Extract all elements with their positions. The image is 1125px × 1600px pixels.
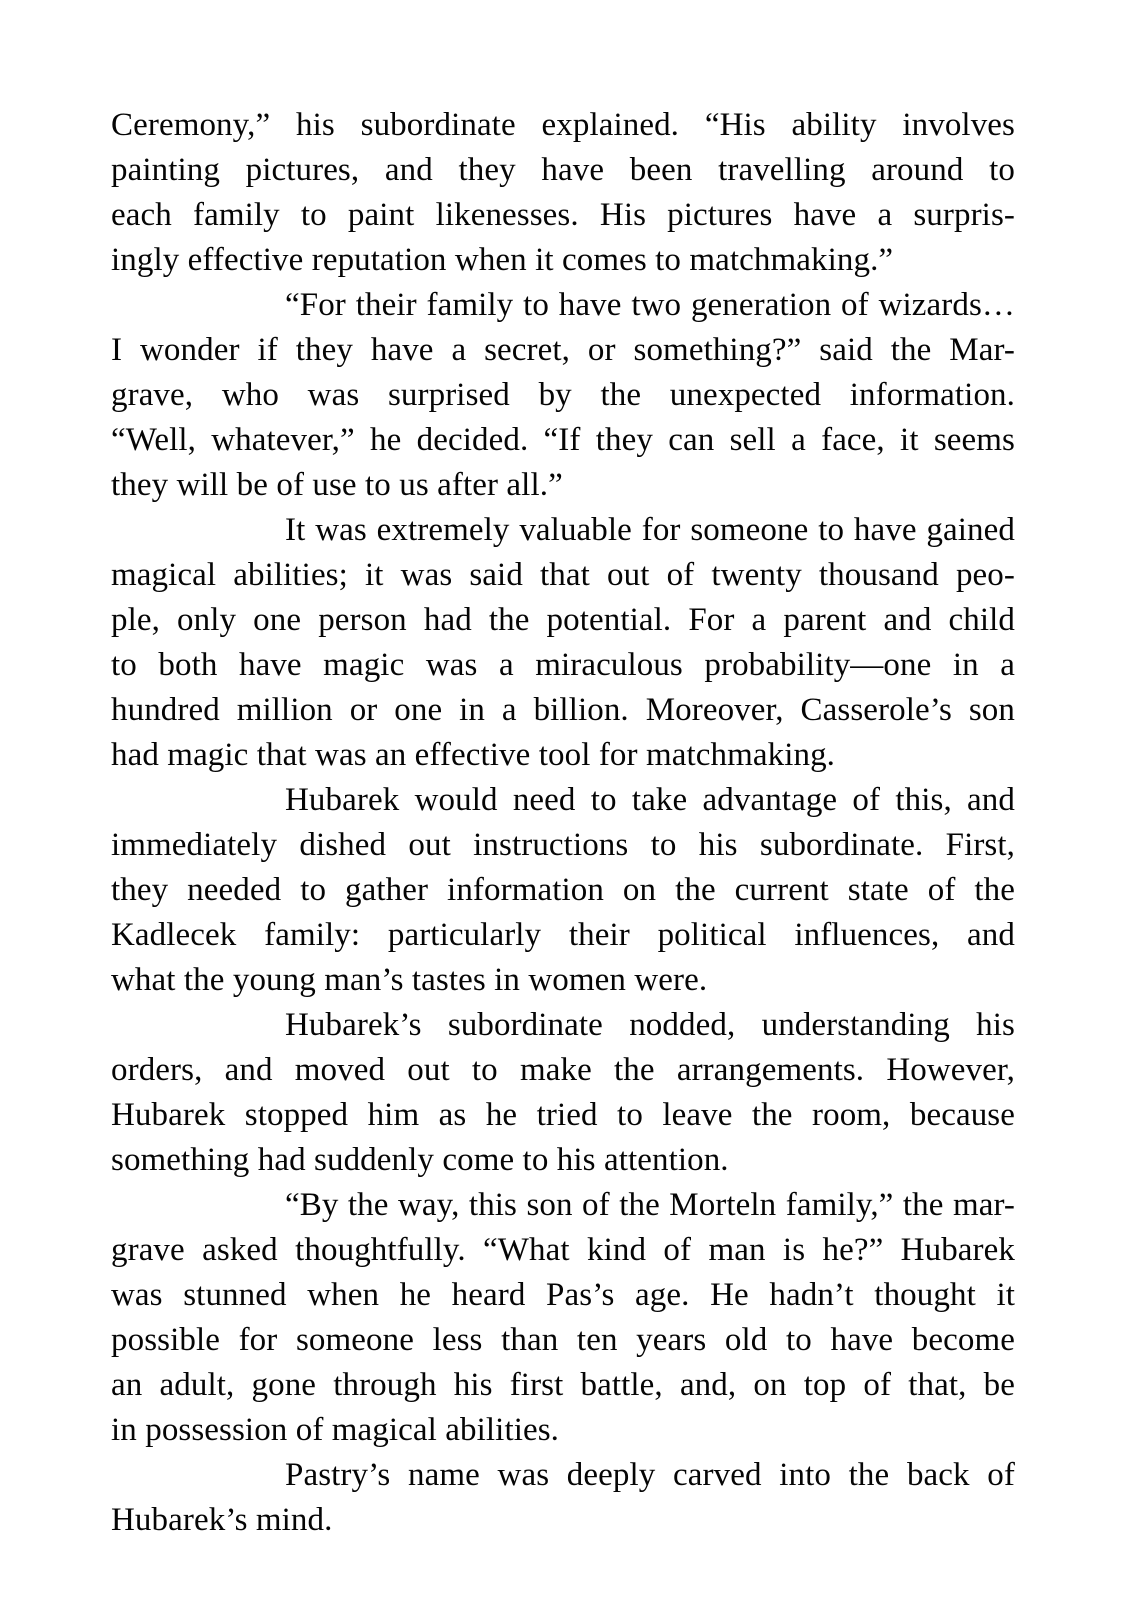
text-line: hundred million or one in a billion. Moreover, Casserole’s son — [111, 692, 1015, 728]
text-line: they will be of use to us after all.” — [111, 467, 563, 503]
text-line: painting pictures, and they have been travelling around to — [111, 152, 1015, 188]
text-line: Hubarek’s mind. — [111, 1502, 333, 1538]
text-line: I wonder if they have a secret, or something?” said the Mar- — [111, 332, 1015, 368]
text-line: Hubarek stopped him as he tried to leave the room, because — [111, 1097, 1015, 1133]
text-line: grave asked thoughtfully. “What kind of man is he?” Hubarek — [111, 1232, 1015, 1268]
text-line: to both have magic was a miraculous probability—one in a — [111, 647, 1015, 683]
text-line: Pastry’s name was deeply carved into the back of — [285, 1457, 1015, 1493]
text-line: they needed to gather information on the current state of the — [111, 872, 1015, 908]
text-block — [111, 103, 1015, 1543]
text-line: immediately dished out instructions to his subordinate. First, — [111, 827, 1015, 863]
text-line: an adult, gone through his first battle, and, on top of that, be — [111, 1367, 1015, 1403]
text-line: “Well, whatever,” he decided. “If they can sell a face, it seems — [111, 422, 1015, 458]
text-line: in possession of magical abilities. — [111, 1412, 560, 1448]
text-line: Hubarek’s subordinate nodded, understanding his — [285, 1007, 1015, 1043]
text-line: ple, only one person had the potential. For a parent and child — [111, 602, 1015, 638]
text-line: Kadlecek family: particularly their political influences, and — [111, 917, 1015, 953]
text-line: possible for someone less than ten years old to have become — [111, 1322, 1015, 1358]
text-line: Ceremony,” his subordinate explained. “His ability involves — [111, 107, 1015, 143]
text-line: what the young man’s tastes in women were. — [111, 962, 708, 998]
text-line: was stunned when he heard Pas’s age. He hadn’t thought it — [111, 1277, 1015, 1313]
text-line: had magic that was an effective tool for matchmaking. — [111, 737, 836, 773]
text-line: “By the way, this son of the Morteln family,” the mar- — [285, 1187, 1015, 1223]
text-line: It was extremely valuable for someone to have gained — [285, 512, 1015, 548]
text-line: magical abilities; it was said that out of twenty thousand peo- — [111, 557, 1015, 593]
text-line: each family to paint likenesses. His pictures have a surpris- — [111, 197, 1015, 233]
text-line: Hubarek would need to take advantage of this, and — [285, 782, 1015, 818]
text-line: orders, and moved out to make the arrangements. However, — [111, 1052, 1015, 1088]
text-line: ingly effective reputation when it comes to matchmaking.” — [111, 242, 894, 278]
text-line: “For their family to have two generation of wizards… — [285, 287, 1015, 323]
text-line: grave, who was surprised by the unexpected information. — [111, 377, 1015, 413]
text-line: something had suddenly come to his attention. — [111, 1142, 729, 1178]
